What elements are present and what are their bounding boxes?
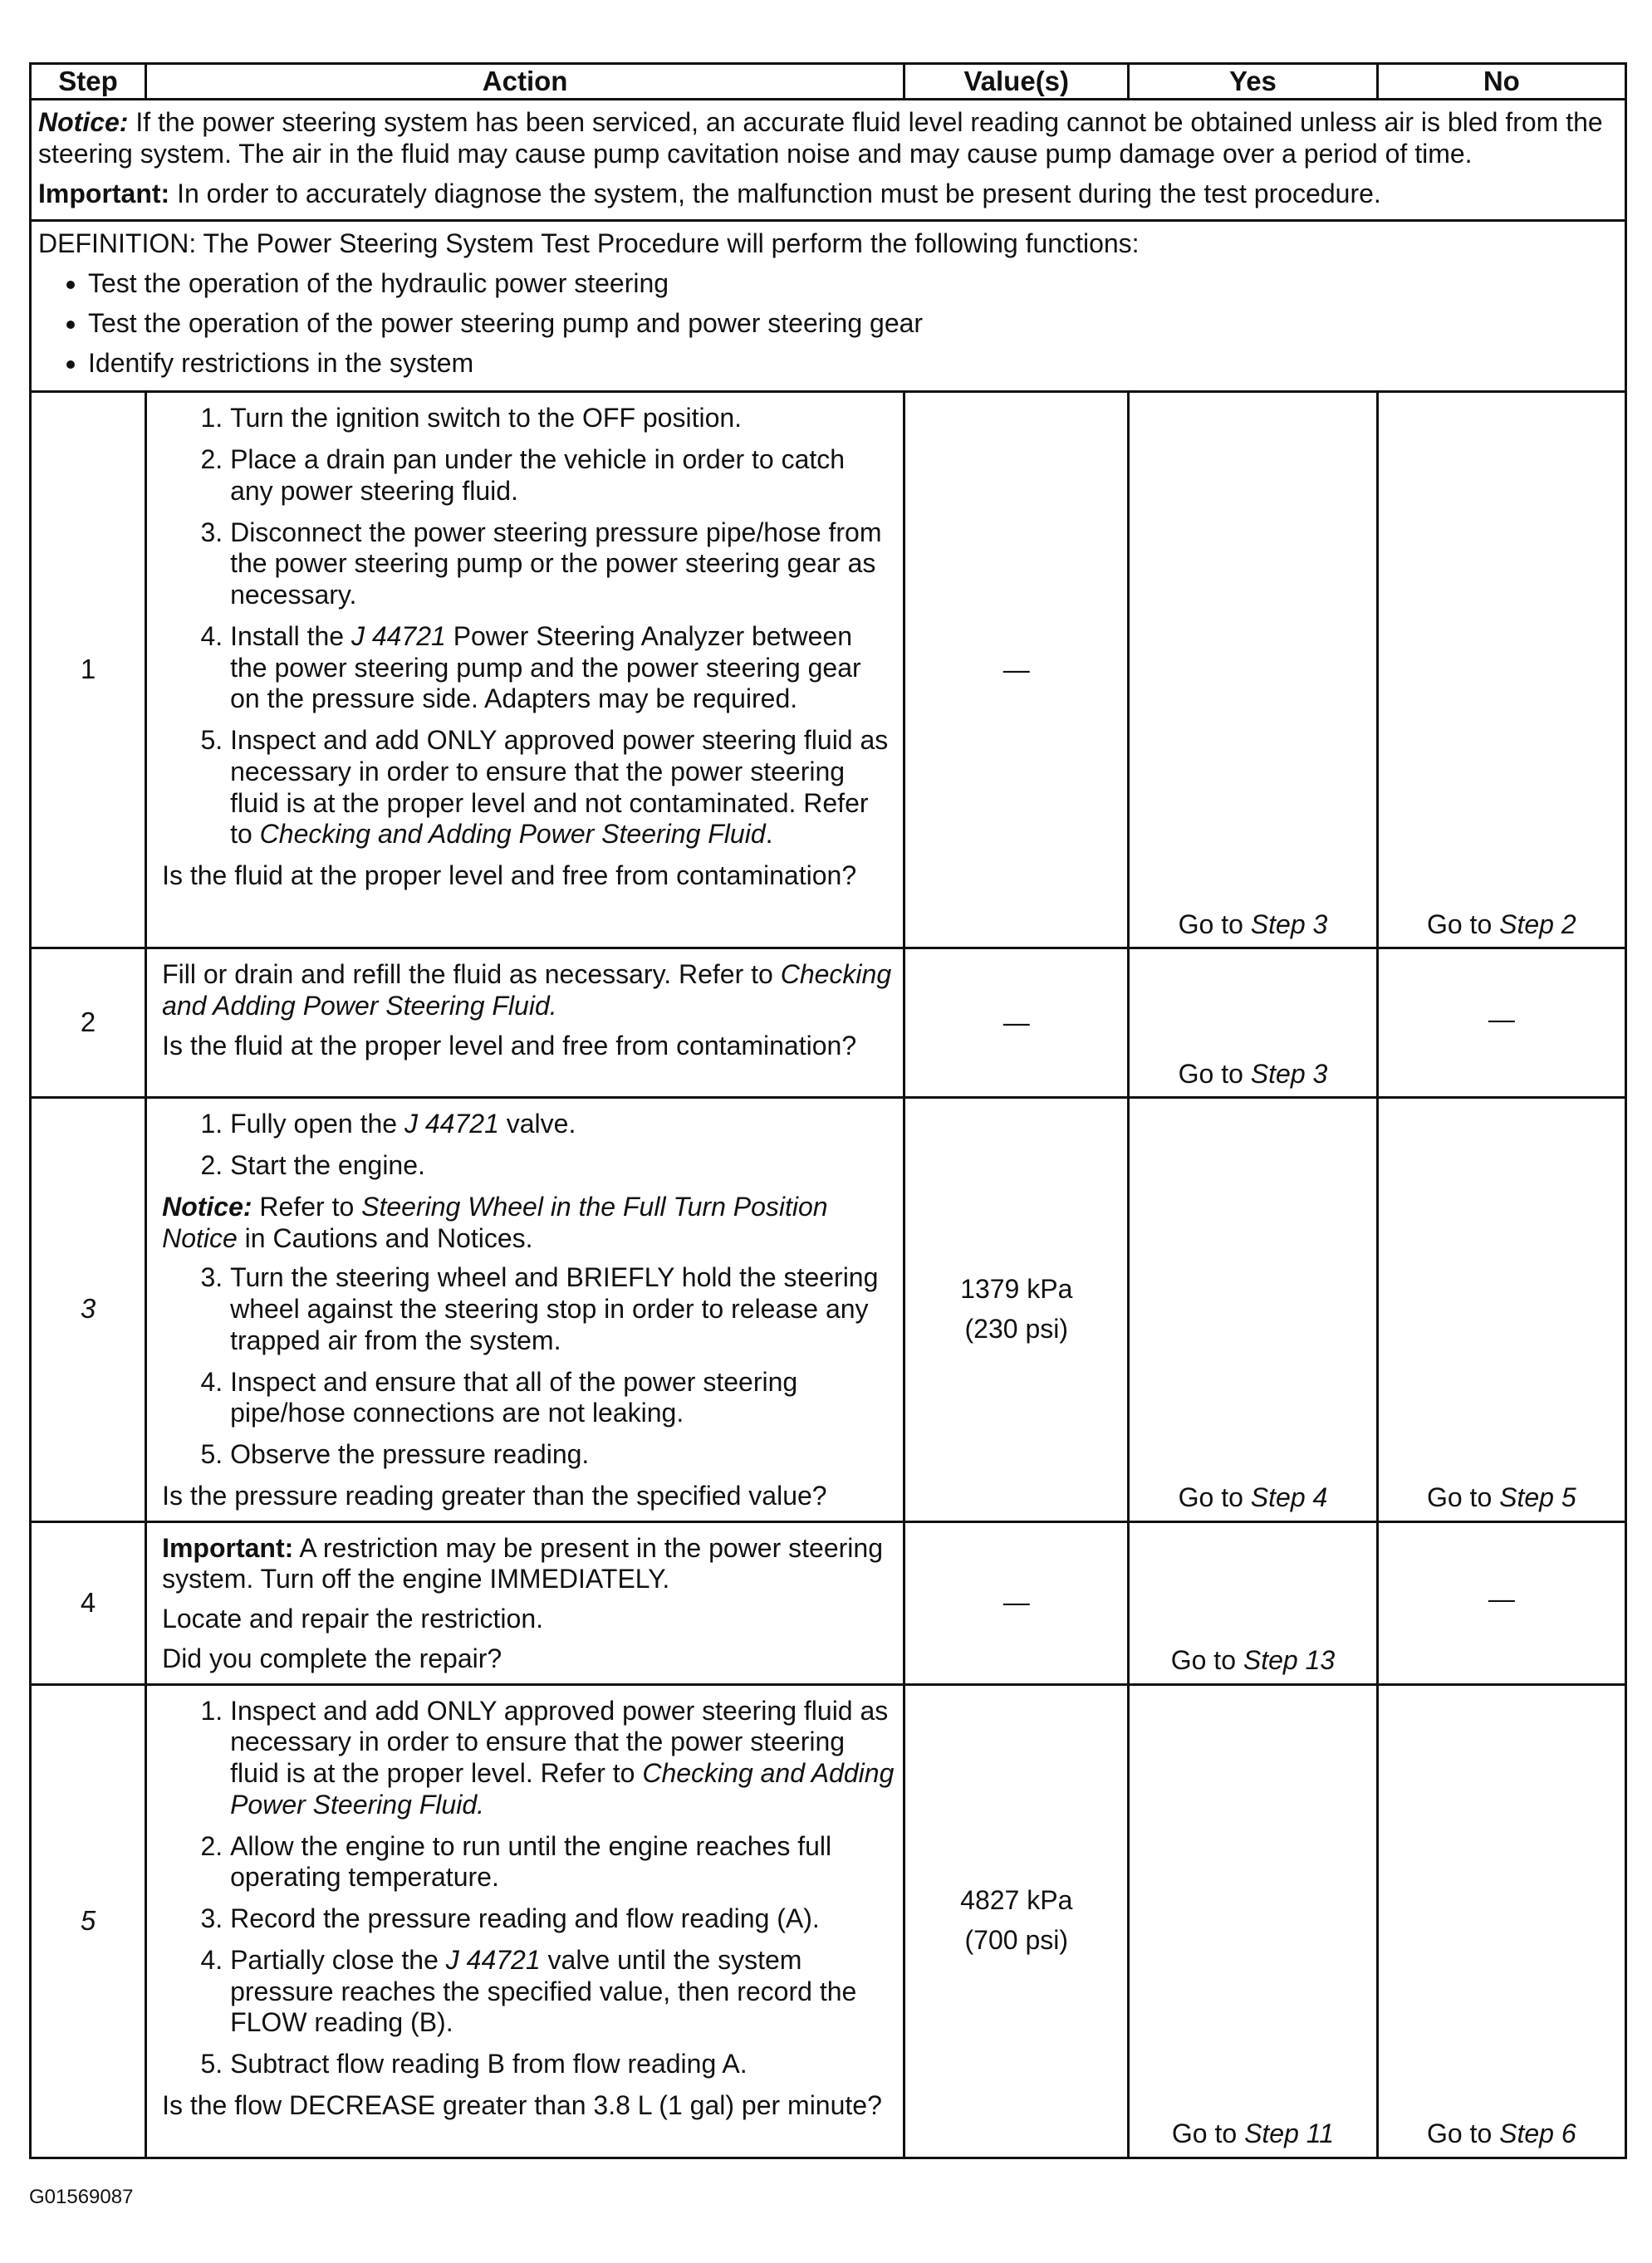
goto-prefix: Go to: [1170, 1644, 1243, 1675]
notice-paragraph: [38, 107, 1618, 170]
step-no: [1377, 1684, 1625, 2158]
value-kpa: 1379 kPa: [960, 1274, 1073, 1305]
important-paragraph: [38, 179, 1618, 210]
notice-label: Notice:: [162, 1191, 252, 1222]
step-yes: [1129, 392, 1377, 948]
action-list: [162, 1262, 895, 1471]
step-row-1: [31, 392, 1626, 948]
action-item: 3. Disconnect the power steering pressure pipe/hose from the power steering pump or the power steering gear as necessary.: [230, 517, 895, 611]
action-text: Refer to: [252, 1191, 362, 1222]
goto-prefix: Go to: [1426, 2118, 1500, 2148]
goto-step-link[interactable]: Step 3: [1250, 909, 1328, 939]
action-text: valve.: [498, 1109, 576, 1139]
step-number: 2: [31, 948, 146, 1098]
important-label: Important:: [38, 178, 170, 208]
step-row-5: [31, 1684, 1626, 2158]
goto-prefix: Go to: [1178, 909, 1251, 939]
definition-cell: [31, 221, 1626, 392]
important-text: In order to accurately diagnose the system, the malfunction must be present during the test procedure.: [169, 178, 1381, 208]
action-item: [230, 725, 895, 850]
step-yes: [1129, 1521, 1377, 1684]
step-important: [162, 1533, 895, 1596]
step-value: [904, 1684, 1129, 2158]
goto-prefix: Go to: [1426, 909, 1500, 939]
step-question: Is the fluid at the proper level and free from contamination?: [162, 860, 857, 890]
action-text: valve until the system pressure reaches the specified value, then record the FLOW reading (B).: [230, 1944, 857, 2038]
action-list: [162, 403, 895, 850]
step-no: —: [1377, 1521, 1625, 1684]
header-no: No: [1377, 64, 1625, 100]
step-question: Is the pressure reading greater than the specified value?: [162, 1480, 827, 1511]
step-value: —: [904, 948, 1129, 1098]
step-action: [146, 1684, 904, 2158]
action-text: Power Steering Analyzer between the power steering pump and the power steering gear on the pressure side. Adapters may be required.: [230, 620, 861, 714]
doc-ref: Checking and Adding Power Steering Fluid: [259, 819, 766, 850]
action-text: .: [765, 819, 773, 850]
action-item: [230, 1945, 895, 2039]
value-psi: (230 psi): [964, 1313, 1068, 1344]
goto-step-link[interactable]: Step 6: [1499, 2118, 1576, 2148]
step-row-2: [31, 948, 1626, 1098]
value-kpa: 4827 kPa: [960, 1885, 1073, 1916]
action-list: [162, 1109, 895, 1182]
doc-ref: Steering Wheel in the Full Turn Position Notice: [162, 1191, 828, 1253]
step-number: 3: [31, 1098, 146, 1521]
step-question: Did you complete the repair?: [162, 1643, 502, 1673]
notice-label: Notice:: [38, 107, 129, 137]
definition-intro: DEFINITION: The Power Steering System Test Procedure will perform the following functions:: [38, 228, 1140, 259]
goto-prefix: Go to: [1178, 1482, 1251, 1512]
action-item: 2. Start the engine.: [230, 1150, 895, 1182]
step-row-4: [31, 1521, 1626, 1684]
step-value: —: [904, 392, 1129, 948]
step-yes: [1129, 1684, 1377, 2158]
action-item: 5. Observe the pressure reading.: [230, 1439, 895, 1471]
step-action: [146, 1521, 904, 1684]
header-action: Action: [146, 64, 904, 100]
tool-ref: J 44721: [350, 620, 446, 651]
definition-item: • Identify restrictions in the system: [88, 348, 1618, 380]
figure-code: G01569087: [29, 2186, 134, 2208]
action-text: Inspect and add ONLY approved power steering fluid as necessary in order to ensure that the power steering fluid is at the proper level and not contaminated. Refer to: [230, 725, 889, 850]
step-yes: [1129, 948, 1377, 1098]
action-item: 2. Place a drain pan under the vehicle in order to catch any power steering fluid.: [230, 444, 895, 507]
step-action: [146, 1098, 904, 1521]
action-text: Inspect and add ONLY approved power steering fluid as necessary in order to ensure that the power steering fluid is at the proper level. Refer to: [230, 1695, 889, 1788]
step-text: [162, 959, 895, 1022]
header-values: Value(s): [904, 64, 1129, 100]
action-item: [230, 1696, 895, 1821]
action-item: 1. Turn the ignition switch to the OFF position.: [230, 403, 895, 434]
notice-text: If the power steering system has been serviced, an accurate fluid level reading cannot be obtained unless air is bled from the steering system. The air in the fluid may cause pump cavitation noise and may cause pump damage over a period of time.: [38, 107, 1603, 169]
goto-prefix: Go to: [1178, 1058, 1251, 1089]
step-text: Locate and repair the restriction.: [162, 1604, 543, 1634]
action-item: 3. Record the pressure reading and flow reading (A).: [230, 1903, 895, 1935]
step-number: 5: [31, 1684, 146, 2158]
definition-item: • Test the operation of the hydraulic power steering: [88, 268, 1618, 300]
goto-prefix: Go to: [1426, 1482, 1500, 1512]
action-text: Fill or drain and refill the fluid as necessary. Refer to: [162, 959, 781, 990]
action-text: A restriction may be present in the power steering system. Turn off the engine IMMEDIATELY.: [162, 1532, 883, 1594]
action-list: [162, 1696, 895, 2080]
step-value: [904, 1098, 1129, 1521]
notice-row: [31, 100, 1626, 221]
step-row-3: [31, 1098, 1626, 1521]
action-item: [230, 1109, 895, 1140]
step-notice: [162, 1192, 895, 1255]
action-text: in Cautions and Notices.: [237, 1222, 533, 1253]
step-value: —: [904, 1521, 1129, 1684]
action-text: Fully open the: [230, 1109, 404, 1139]
tool-ref: J 44721: [445, 1944, 541, 1975]
action-item: 5. Subtract flow reading B from flow reading A.: [230, 2049, 895, 2080]
diagnostic-table: [29, 62, 1627, 2159]
definition-item: • Test the operation of the power steering pump and power steering gear: [88, 308, 1618, 340]
action-item: 2. Allow the engine to run until the engine reaches full operating temperature.: [230, 1831, 895, 1894]
action-item: 4. Inspect and ensure that all of the power steering pipe/hose connections are not leaking.: [230, 1367, 895, 1430]
action-text: Partially close the: [230, 1944, 446, 1975]
goto-prefix: Go to: [1171, 2118, 1245, 2148]
goto-step-link[interactable]: Step 4: [1250, 1482, 1328, 1512]
goto-step-link[interactable]: Step 5: [1499, 1482, 1576, 1512]
definition-list: [38, 268, 1618, 379]
step-no: [1377, 1098, 1625, 1521]
action-text: Install the: [230, 620, 351, 651]
step-number: 4: [31, 1521, 146, 1684]
doc-ref: Checking and Adding Power Steering Fluid.: [162, 959, 892, 1021]
header-yes: Yes: [1129, 64, 1377, 100]
step-no: [1377, 392, 1625, 948]
action-item: 3. Turn the steering wheel and BRIEFLY hold the steering wheel against the steering stop in order to release any trapped air from the system.: [230, 1262, 895, 1356]
step-number: 1: [31, 392, 146, 948]
step-question: Is the fluid at the proper level and free from contamination?: [162, 1030, 857, 1060]
doc-ref: Checking and Adding Power Steering Fluid.: [230, 1758, 895, 1820]
step-no: —: [1377, 948, 1625, 1098]
step-yes: [1129, 1098, 1377, 1521]
step-action: [146, 948, 904, 1098]
step-action: [146, 392, 904, 948]
tool-ref: J 44721: [404, 1109, 499, 1139]
important-label: Important:: [162, 1532, 294, 1563]
action-item: [230, 621, 895, 715]
goto-step-link[interactable]: Step 2: [1499, 909, 1576, 939]
header-row: [31, 64, 1626, 100]
notice-cell: [31, 100, 1626, 221]
definition-row: [31, 221, 1626, 392]
header-step: Step: [31, 64, 146, 100]
goto-step-link[interactable]: Step 3: [1250, 1058, 1328, 1089]
step-question: Is the flow DECREASE greater than 3.8 L (1 gal) per minute?: [162, 2089, 882, 2120]
value-psi: (700 psi): [964, 1925, 1068, 1955]
goto-step-link[interactable]: Step 13: [1243, 1644, 1336, 1675]
goto-step-link[interactable]: Step 11: [1244, 2118, 1334, 2148]
